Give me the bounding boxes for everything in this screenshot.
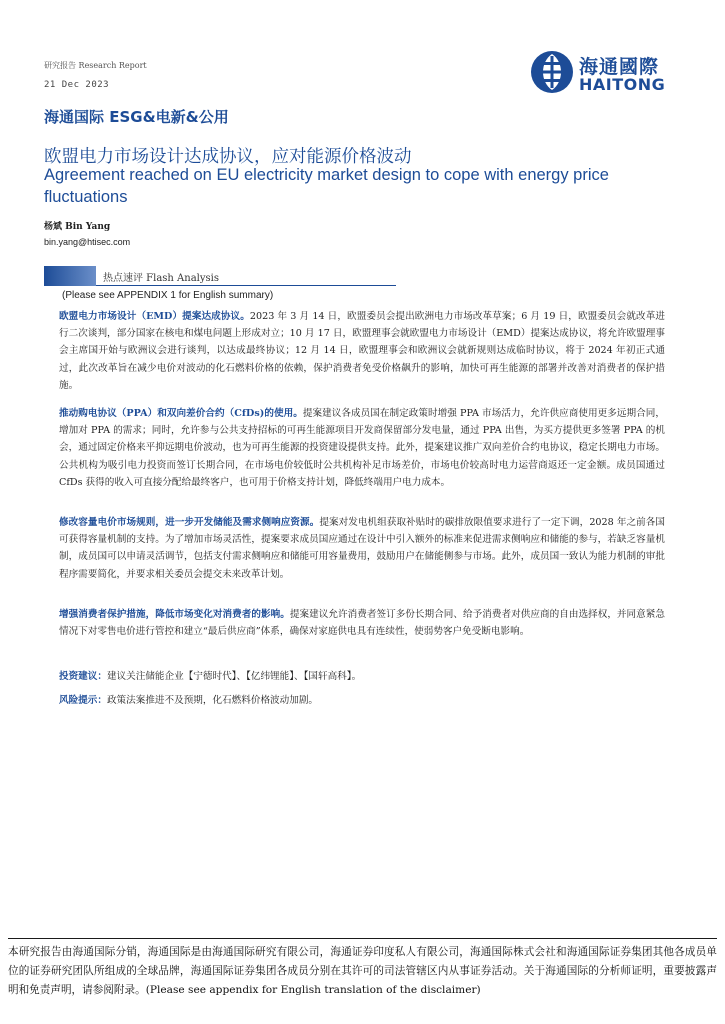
paragraph-body: 提案建议允许消费者签订多份长期合同、给予消费者对供应商的自由选择权，并同意紧急情况下对零售电价进行管控和建立“最后供应商”体系，确保对家庭供电具有连续性，使弱势客户免受断电影响。 (59, 609, 666, 638)
paragraph-heading: 修改容量电价市场规则，进一步开发储能及需求侧响应资源。 (59, 517, 320, 528)
logo-text-en: HAITONG (579, 75, 666, 94)
investment-body: 建议关注储能企业【宁德时代】、【亿纬锂能】、【国轩高科】。 (106, 671, 362, 682)
section-label: 热点速评 Flash Analysis (103, 273, 219, 284)
footer-divider (8, 938, 717, 939)
investment-advice (59, 668, 665, 685)
paragraph-heading: 欧盟电力市场设计（EMD）提案达成协议。 (59, 311, 250, 322)
report-title-en: Agreement reached on EU electricity market design to cope with energy price fluctuations (44, 166, 609, 206)
author-name: 杨斌 Bin Yang (44, 222, 111, 232)
paragraph-capacity (59, 514, 665, 583)
paragraph-heading: 推动购电协议（PPA）和双向差价合约（CfDs)的使用。 (59, 408, 303, 419)
report-title-cn: 欧盟电力市场设计达成协议，应对能源价格波动 (44, 147, 412, 167)
team-name: 海通国际 ESG&电新&公用 (44, 108, 229, 126)
risk-warning (59, 692, 665, 709)
report-type: 研究报告 Research Report (44, 61, 147, 70)
haitong-logo-icon (530, 50, 574, 94)
risk-heading: 风险提示： (59, 695, 107, 706)
author-email[interactable]: bin.yang@htisec.com (44, 237, 131, 247)
paragraph-consumer (59, 606, 665, 640)
logo-text-cn: 海通國際 (579, 56, 660, 78)
paragraph-emd (59, 308, 665, 394)
risk-body: 政策法案推进不及预期，化石燃料价格波动加剧。 (106, 695, 319, 706)
paragraph-body: 提案对发电机组获取补贴时的碳排放限值要求进行了一定下调，2028 年之前各国可获得容量机制的支持。为了增加市场灵活性，提案要求成员国应通过在设计中引入额外的标准来促进需求侧响应和储能的参与，若缺乏容量机制，成员国可以申请灵活调节，包括支付需求侧响应和储能可用容量费用，鼓励用户在储能侧参与市场。此外，成员国一致认为能力机制的审批程序需要简化，并要求相关委员会提交未来改革计划。 (59, 517, 666, 580)
section-marker (44, 266, 96, 286)
paragraph-body: 2023 年 3 月 14 日，欧盟委员会提出欧洲电力市场改革草案；6 月 19 日，欧盟委员会就改革进行二次谈判，部分国家在核电和煤电问题上形成对立；10 月 17 日，欧盟理事会就欧盟电力市场设计（EMD）提案达成协议，将允许欧盟理事会主席国开始与欧洲议会进行谈判，以达成最终协议；12 月 14 日，欧盟理事会和欧洲议会就新规则达成临时协议，将于 2024 年初正式通过，此次改革旨在减少电价对波动的化石燃料价格的依赖，保护消费者免受价格飙升的影响，加快可再生能源的部署并改善对消费者的保护措施。 (59, 311, 665, 391)
paragraph-body: 提案建议各成员国在制定政策时增强 PPA 市场活力，允许供应商使用更多远期合同，增加对 PPA 的需求；同时，允许参与公共支持招标的可再生能源项目开发商保留部分发电量，通过 PPA 出售，为买方提供更多签署 PPA 的机会，通过固定价格来平抑远期电价波动，也为可再生能源的投资建设提供支持。此外，提案建议推广双向差价合约电协议，稳定长期电力市场。公共机构为吸引电力投资而签订长期合同，在市场电价较低时公共机构补足市场差价，市场电价较高时电力运营商返还一定金额。成员国通过 CfDs 获得的收入可直接分配给最终客户，也可用于价格支持计划，降低终端用户电力成本。 (59, 408, 665, 488)
paragraph-heading: 增强消费者保护措施，降低市场变化对消费者的影响。 (59, 609, 290, 620)
appendix-note: (Please see APPENDIX 1 for English summary) (62, 290, 274, 301)
paragraph-ppa (59, 405, 665, 491)
report-date: 21 Dec 2023 (44, 80, 110, 90)
haitong-logo (530, 50, 680, 96)
investment-heading: 投资建议： (59, 671, 107, 682)
section-rule (96, 285, 396, 286)
footer-disclaimer: 本研究报告由海通国际分销，海通国际是由海通国际研究有限公司，海通证券印度私人有限公司，海通国际株式会社和海通国际证券集团其他各成员单位的证券研究团队所组成的全球品牌，海通国际证券集团各成员分别在其许可的司法管辖区内从事证券活动。关于海通国际的分析师证明，重要披露声明和免责声明，请参阅附录。(Please see appendix for English translation of the disclaimer) (8, 946, 717, 996)
